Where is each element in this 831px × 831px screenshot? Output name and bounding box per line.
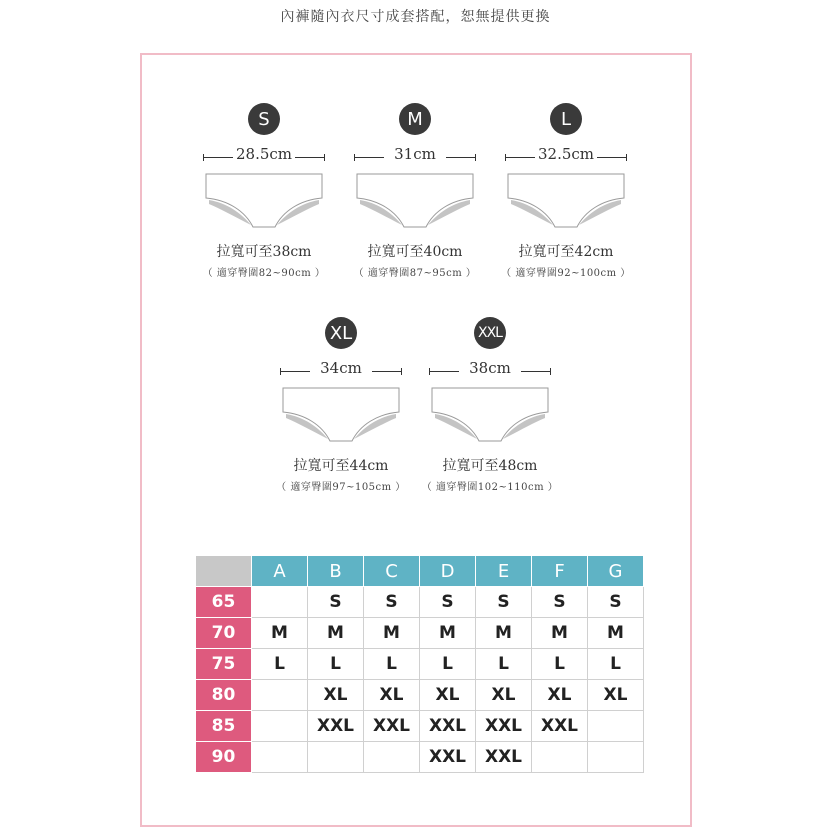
measure-tick (324, 154, 325, 161)
column-header: B (308, 556, 364, 587)
row-header: 90 (196, 742, 252, 773)
table-cell (252, 742, 308, 773)
measure-line (505, 157, 535, 158)
table-cell: L (532, 649, 588, 680)
width-measure (491, 145, 641, 167)
table-cell (588, 711, 644, 742)
table-cell: M (476, 618, 532, 649)
table-cell: XXL (364, 711, 420, 742)
table-row (196, 587, 644, 618)
page-note: 內褲隨內衣尺寸成套搭配，恕無提供更換 (280, 9, 551, 25)
measure-line (203, 157, 233, 158)
table-cell: L (364, 649, 420, 680)
column-header: D (420, 556, 476, 587)
table-cell (308, 742, 364, 773)
row-header: 80 (196, 680, 252, 711)
measure-line (521, 371, 551, 372)
width-label: 31cm (394, 145, 436, 163)
table-row (196, 711, 644, 742)
table-cell: S (588, 587, 644, 618)
size-badge: S (248, 103, 280, 135)
table-cell: XL (532, 680, 588, 711)
fit-label: （ 適穿臀圍97~105cm ） (276, 482, 406, 493)
panty-icon (282, 387, 400, 443)
fit-label: （ 適穿臀圍102~110cm ） (421, 482, 559, 493)
measure-tick (626, 154, 627, 161)
table-cell (252, 711, 308, 742)
table-cell: XL (308, 680, 364, 711)
measure-line (295, 157, 325, 158)
measure-line (354, 157, 384, 158)
measure-tick (550, 368, 551, 375)
size-card-xxl (415, 317, 565, 493)
table-cell: XXL (308, 711, 364, 742)
table-cell: M (364, 618, 420, 649)
table-cell: S (476, 587, 532, 618)
stretch-label: 拉寬可至38cm (216, 244, 312, 260)
width-measure (266, 359, 416, 381)
table-cell: M (252, 618, 308, 649)
width-label: 32.5cm (537, 145, 595, 163)
table-cell: L (420, 649, 476, 680)
table-cell (252, 680, 308, 711)
measure-line (429, 371, 459, 372)
size-badge: XL (325, 317, 357, 349)
panty-icon (356, 173, 474, 229)
panty-icon (205, 173, 323, 229)
row-header: 65 (196, 587, 252, 618)
table-cell (532, 742, 588, 773)
table-cell: L (588, 649, 644, 680)
measure-tick (401, 368, 402, 375)
column-header: F (532, 556, 588, 587)
fit-label: （ 適穿臀圍92~100cm ） (501, 268, 631, 279)
table-cell: XL (476, 680, 532, 711)
column-header: G (588, 556, 644, 587)
table-cell: L (252, 649, 308, 680)
measure-line (280, 371, 310, 372)
table-cell (364, 742, 420, 773)
stretch-label: 拉寬可至40cm (367, 244, 463, 260)
table-cell: S (308, 587, 364, 618)
row-header: 70 (196, 618, 252, 649)
column-header: C (364, 556, 420, 587)
panty-icon (507, 173, 625, 229)
stretch-label: 拉寬可至44cm (293, 458, 389, 474)
table-cell: XXL (420, 742, 476, 773)
column-header: A (252, 556, 308, 587)
stretch-label: 拉寬可至42cm (518, 244, 614, 260)
column-header: E (476, 556, 532, 587)
table-cell: S (532, 587, 588, 618)
size-badge: M (399, 103, 431, 135)
table-cell: XL (588, 680, 644, 711)
table-cell: XXL (476, 742, 532, 773)
size-badge: L (550, 103, 582, 135)
width-measure (340, 145, 490, 167)
width-label: 34cm (320, 359, 362, 377)
measure-line (597, 157, 627, 158)
panty-icon (431, 387, 549, 443)
measure-tick (475, 154, 476, 161)
table-cell: XXL (420, 711, 476, 742)
fit-label: （ 適穿臀圍82~90cm ） (202, 268, 326, 279)
width-label: 38cm (469, 359, 511, 377)
table-row (196, 680, 644, 711)
table-cell: XL (364, 680, 420, 711)
table-header-row (196, 556, 644, 587)
table-cell: XXL (476, 711, 532, 742)
size-card-l (491, 103, 641, 279)
table-cell (588, 742, 644, 773)
table-cell: M (308, 618, 364, 649)
table-cell: XXL (532, 711, 588, 742)
table-cell: M (532, 618, 588, 649)
stretch-label: 拉寬可至48cm (442, 458, 538, 474)
table-cell: M (588, 618, 644, 649)
table-row (196, 742, 644, 773)
size-card-xl (266, 317, 416, 493)
size-card-s (189, 103, 339, 279)
size-table (195, 555, 644, 773)
table-cell: XL (420, 680, 476, 711)
table-cell (252, 587, 308, 618)
width-measure (415, 359, 565, 381)
size-card-m (340, 103, 490, 279)
fit-label: （ 適穿臀圍87~95cm ） (353, 268, 477, 279)
row-header: 85 (196, 711, 252, 742)
size-badge: XXL (474, 317, 506, 349)
measure-line (372, 371, 402, 372)
row-header: 75 (196, 649, 252, 680)
table-row (196, 618, 644, 649)
width-label: 28.5cm (235, 145, 293, 163)
table-corner (196, 556, 252, 587)
table-cell: S (364, 587, 420, 618)
table-cell: S (420, 587, 476, 618)
table-cell: L (308, 649, 364, 680)
measure-line (446, 157, 476, 158)
table-cell: M (420, 618, 476, 649)
table-cell: L (476, 649, 532, 680)
table-row (196, 649, 644, 680)
width-measure (189, 145, 339, 167)
